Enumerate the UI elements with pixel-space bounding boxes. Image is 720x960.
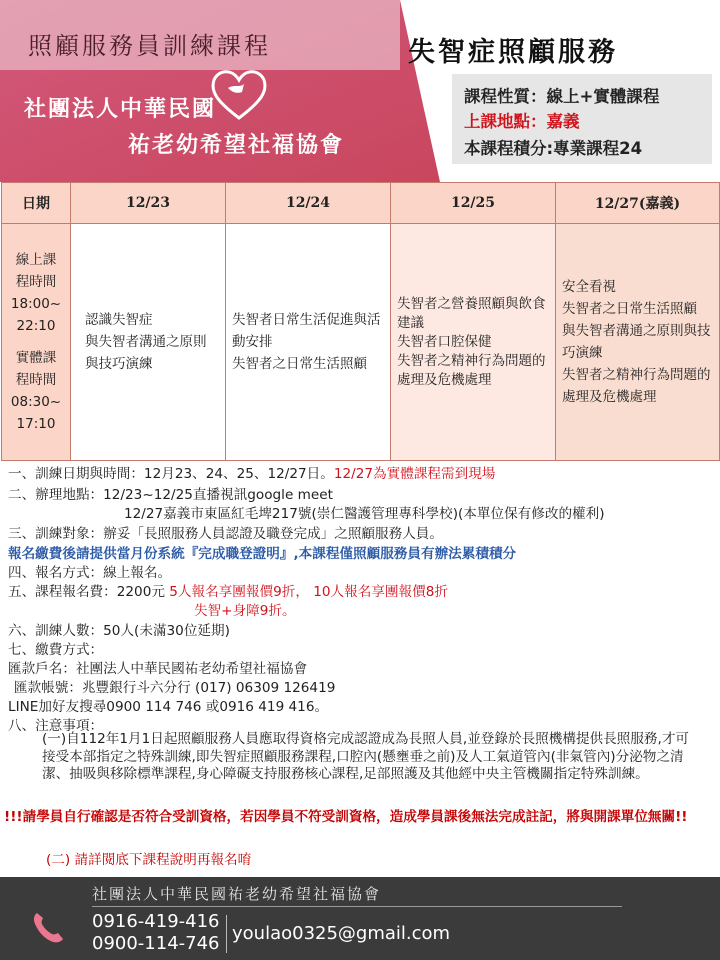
note-venue: 二、辦理地點：12/23~12/25直播視訊google meet: [8, 487, 333, 503]
header-banner: [0, 0, 720, 182]
note-highlight: 12/27為實體課程需到現場: [333, 466, 496, 482]
schedule-row: [2, 224, 720, 461]
time-label: 實體課: [15, 350, 57, 366]
precaution-1: (一)自112年1月1日起照顧服務人員應取得資格完成認證成為長照人員,並登錄於長照機構提供長照服務,才可接受本部指定之特殊訓練,即失智症照顧服務課程,口腔內(懸壅垂之前)及人工氣道管內(非氣管內)分泌物之清潔、抽吸與移除標準課程,身心障礙支持服務核心課程,足部照護及其他經中央主管機關指定特殊訓練。: [42, 731, 690, 782]
note-venue-address: 12/27嘉義市東區紅毛埤217號(崇仁醫護管理專科學校)(本單位保有修改的權利): [124, 506, 605, 522]
account-name: 匯款戶名：社團法人中華民國祐老幼希望社福協會: [8, 661, 308, 677]
schedule-cell-day-4: [556, 224, 720, 461]
schedule-cell-day-1: [71, 224, 226, 461]
course-topics: 認識失智症 與失智者溝通之原則與技巧演練: [85, 312, 207, 372]
account-number: 匯款帳號：兆豐銀行斗六分行 (017) 06309 126419: [14, 680, 336, 696]
schedule-cell-day-2: [226, 224, 391, 461]
footer-org-name: 社團法人中華民國祐老幼希望社福協會: [92, 885, 382, 903]
header-day-2: 12/24: [226, 183, 391, 224]
line-contact: LINE加好友搜尋0900 114 746 或0916 419 416。: [8, 699, 329, 715]
course-info-box: [452, 74, 712, 164]
time-label: 18:00~: [10, 296, 62, 312]
note-discount: 5人報名享團報價9折， 10人報名享團報價8折: [169, 584, 448, 600]
course-topics: 失智者日常生活促進與活動安排 失智者之日常生活照顧: [232, 312, 381, 372]
footer-contact-bar: [0, 877, 720, 960]
note-capacity: 六、訓練人數：50人(未滿30位延期): [8, 623, 230, 639]
footer-divider: [92, 906, 622, 907]
header-date: 日期: [2, 183, 71, 224]
time-label: 08:30~: [10, 394, 62, 410]
header-day-1: 12/23: [71, 183, 226, 224]
course-topics: 安全看視 失智者之日常生活照顧 與失智者溝通之原則與技巧演練 失智者之精神行為問題的處理及危機處理: [562, 279, 711, 405]
header-day-4: 12/27(嘉義): [556, 183, 720, 224]
time-label: 程時間: [15, 274, 57, 290]
note-registration-proof: 報名繳費後請提供當月份系統『完成職登證明』,本課程僅照顧服務員有辦法累積積分: [8, 546, 517, 562]
course-credits: 本課程積分:專業課程24: [464, 139, 643, 158]
phone-number-2[interactable]: 0900-114-746: [92, 933, 220, 954]
schedule-table: [1, 182, 720, 461]
phone-number-1[interactable]: 0916-419-416: [92, 911, 220, 932]
class-time-cell: [2, 224, 71, 461]
schedule-cell-day-3: [391, 224, 556, 461]
note-precautions: 八、注意事項：: [8, 718, 104, 734]
heart-dove-logo-icon: [208, 66, 270, 122]
note-payment: 七、繳費方式：: [8, 642, 104, 658]
note-fee: [8, 580, 448, 600]
phone-icon: [28, 907, 68, 947]
note-training-dates: [8, 462, 495, 482]
time-label: 22:10: [16, 318, 56, 334]
org-name-line2: 祐老幼希望社福協會: [128, 133, 345, 158]
note-discount-extra: 失智+身障9折。: [194, 603, 296, 619]
course-series-title: 照顧服務員訓練課程: [28, 32, 271, 60]
note-target: 三、訓練對象：辦妥「長照服務人員認證及職登完成」之照顧服務人員。: [8, 526, 443, 542]
page-title: 失智症照顧服務: [408, 37, 618, 68]
time-label: 17:10: [16, 416, 56, 432]
header-day-3: 12/25: [391, 183, 556, 224]
note-text: 一、訓練日期與時間：12月23、24、25、12/27日。: [8, 466, 334, 482]
email-address[interactable]: youlao0325@gmail.com: [232, 923, 451, 944]
time-label: 程時間: [15, 372, 57, 388]
eligibility-warning: !!!請學員自行確認是否符合受訓資格，若因學員不符受訓資格，造成學員課後無法完成註記，將與開課單位無關!!: [4, 809, 688, 825]
schedule-header-row: [2, 183, 720, 224]
footer-separator: [226, 915, 227, 953]
org-name-line1: 社團法人中華民國: [24, 97, 217, 122]
course-topics: 失智者之營養照顧與飲食建議 失智者口腔保健 失智者之精神行為問題的處理及危機處理: [397, 295, 546, 388]
course-type: 課程性質：線上+實體課程: [464, 87, 660, 106]
precaution-2: (二) 請詳閱底下課程說明再報名唷: [46, 852, 252, 868]
note-text: 五、課程報名費：2200元: [8, 584, 165, 600]
course-location: 上課地點：嘉義: [464, 112, 580, 131]
time-label: 線上課: [15, 252, 57, 268]
note-registration-method: 四、報名方式：線上報名。: [8, 565, 172, 581]
